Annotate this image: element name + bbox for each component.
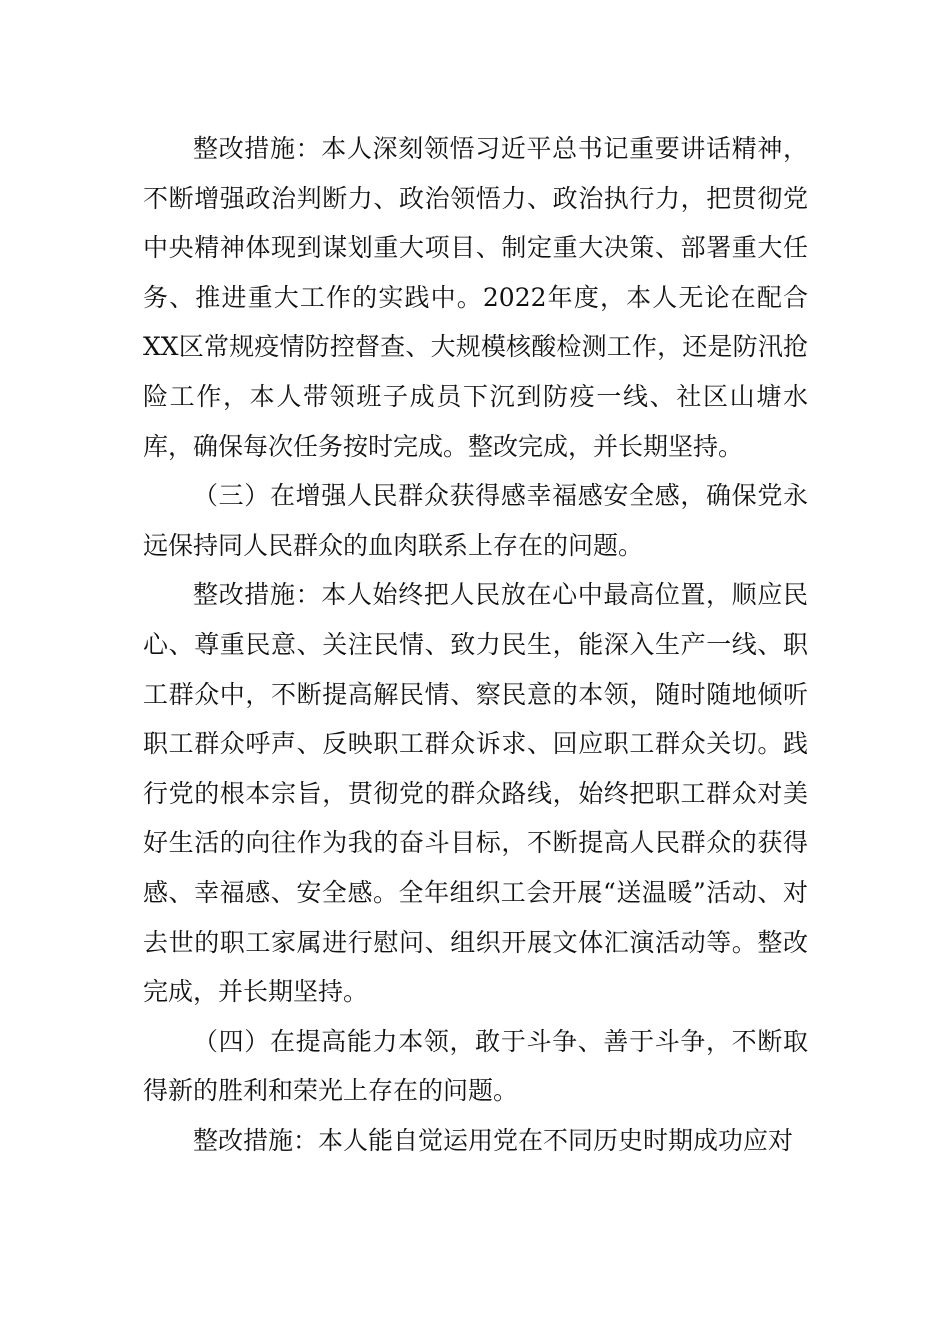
- document-body: [143, 124, 808, 1165]
- rectification-measures-paragraph: 整改措施：本人深刻领悟习近平总书记重要讲话精神，不断增强政治判断力、政治领悟力、政治执行力，把贯彻党中央精神体现到谋划重大项目、制定重大决策、部署重大任务、推进重大工作的实践中。2022年度，本人无论在配合XX区常规疫情防控督查、大规模核酸检测工作，还是防汛抢险工作，本人带领班子成员下沉到防疫一线、社区山塘水库，确保每次任务按时完成。整改完成，并长期坚持。: [143, 134, 808, 461]
- rectification-measures-paragraph: 整改措施：本人能自觉运用党在不同历史时期成功应对: [193, 1125, 794, 1155]
- issue-heading-three: （三）在增强人民群众获得感幸福感安全感，确保党永远保持同人民群众的血肉联系上存在的问题。: [143, 481, 808, 560]
- issue-heading-four: （四）在提高能力本领，敢于斗争、善于斗争，不断取得新的胜利和荣光上存在的问题。: [143, 1026, 808, 1106]
- rectification-measures-paragraph: 整改措施：本人始终把人民放在心中最高位置，顺应民心、尊重民意、关注民情、致力民生，能深入生产一线、职工群众中，不断提高解民情、察民意的本领，随时随地倾听职工群众呼声、反映职工群众诉求、回应职工群众关切。践行党的根本宗旨，贯彻党的群众路线，始终把职工群众对美好生活的向往作为我的奋斗目标，不断提高人民群众的获得感、幸福感、安全感。全年组织工会开展“送温暖”活动、对去世的职工家属进行慰问、组织开展文体汇演活动等。整改完成，并长期坚持。: [143, 580, 808, 1007]
